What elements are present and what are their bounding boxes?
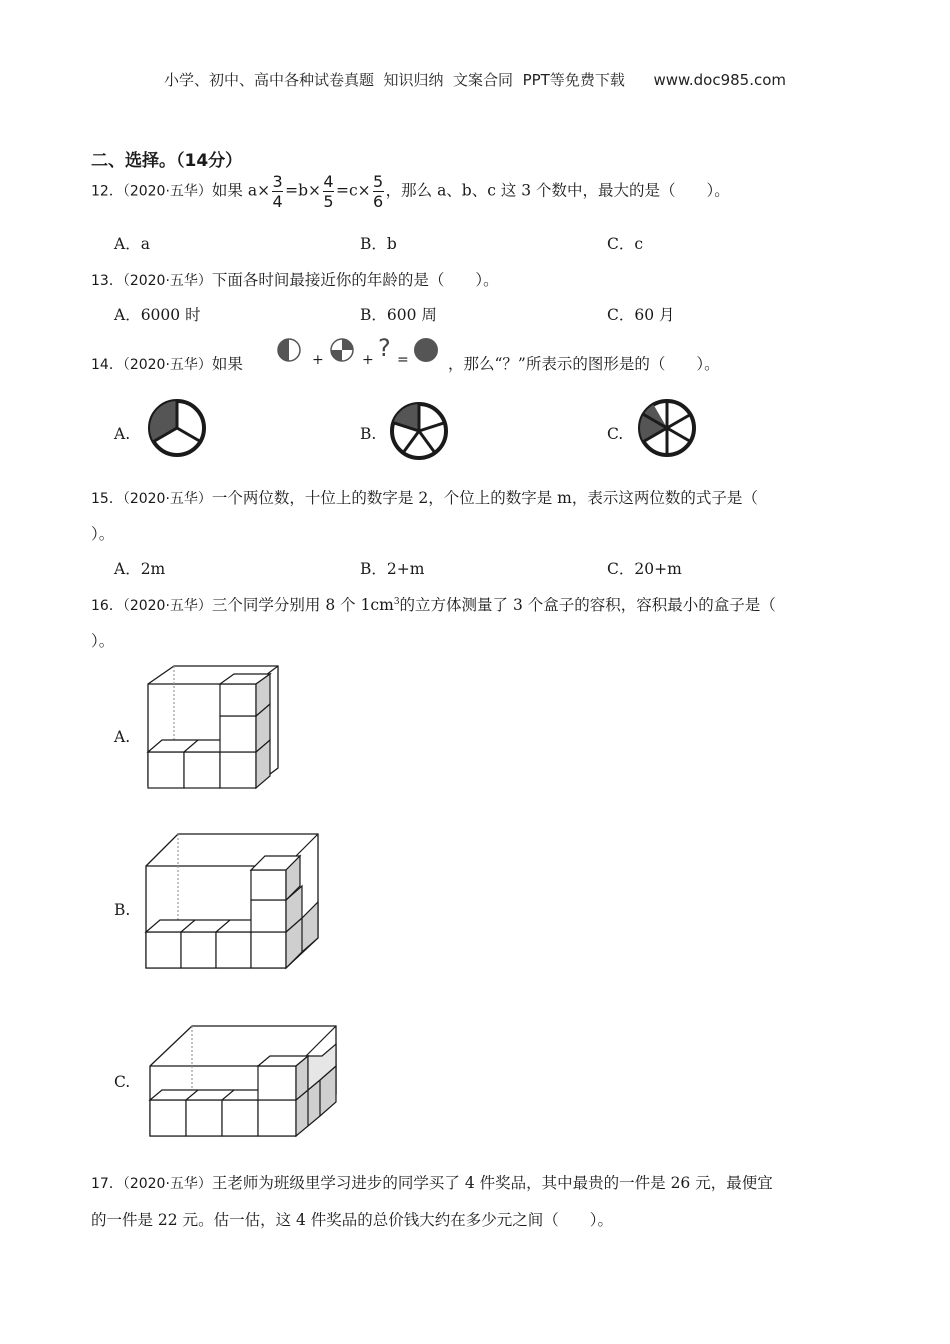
question-text: ，那么“？”所表示的图形是的（ ）。: [448, 355, 720, 373]
question-17: [91, 1171, 773, 1193]
option-b[interactable]: B.: [114, 901, 131, 919]
circle-fifths-icon[interactable]: [388, 400, 450, 462]
page-header: 小学、初中、高中各种试卷真题 知识归纳 文案合同 PPT等免费下载 www.doc985.com: [163, 71, 787, 89]
question-text-line2: ）。: [91, 632, 115, 650]
question-text: 的立方体测量了 3 个盒子的容积，容积最小的盒子是（: [399, 596, 776, 614]
question-16: [91, 593, 776, 615]
full-circle-icon: [412, 337, 440, 363]
question-text: 如果 a×: [211, 181, 271, 200]
question-source: （2020·五华）: [122, 598, 212, 614]
question-number: 15．: [91, 491, 123, 507]
question-text: 下面各时间最接近你的年龄的是（ ）。: [211, 271, 499, 289]
question-source: （2020·五华）: [122, 357, 212, 373]
question-text: =b×: [285, 181, 321, 200]
question-14: [91, 352, 243, 374]
question-text: 王老师为班级里学习进步的同学买了 4 件奖品，其中最贵的一件是 26 元，最便宜: [211, 1174, 773, 1192]
question-text: =c×: [335, 181, 371, 200]
plus-sign: +: [312, 352, 324, 368]
option-c[interactable]: C．c: [607, 235, 644, 253]
option-c[interactable]: C．60 月: [607, 306, 675, 324]
circle-sixths-icon[interactable]: [636, 398, 698, 458]
option-c[interactable]: C．20+m: [607, 560, 682, 578]
option-a[interactable]: A．2m: [114, 560, 166, 578]
question-13: [91, 268, 499, 290]
question-number: 16．: [91, 598, 123, 614]
option-b[interactable]: B.: [360, 425, 377, 443]
partial-circle-icon: [328, 337, 356, 363]
cube-box-c-image[interactable]: [146, 1022, 340, 1138]
question-text: 一个两位数，十位上的数字是 2，个位上的数字是 m，表示这两位数的式子是（: [211, 489, 758, 507]
question-text-line2: 的一件是 22 元。估一估，这 4 件奖品的总价钱大约在多少元之间（ ）。: [91, 1211, 614, 1229]
option-b[interactable]: B．2+m: [360, 560, 425, 578]
numerator: 5: [373, 172, 384, 191]
cube-box-a-image[interactable]: [142, 660, 284, 792]
fraction-5-6: [373, 172, 384, 211]
option-c[interactable]: C.: [607, 425, 624, 443]
denominator: 5: [323, 192, 334, 211]
fraction-4-5: [323, 172, 334, 211]
section-title: 二、选择。（14分）: [91, 151, 243, 171]
question-12: [91, 172, 730, 211]
question-text: 如果: [211, 355, 243, 373]
option-a[interactable]: A．6000 时: [114, 306, 201, 324]
question-mark-icon: ?: [378, 334, 391, 362]
cube-box-b-image[interactable]: [142, 830, 322, 970]
denominator: 6: [373, 192, 384, 211]
denominator: 4: [272, 192, 283, 211]
option-a[interactable]: A.: [114, 728, 131, 746]
question-source: （2020·五华）: [122, 273, 212, 289]
superscript: 3: [393, 596, 400, 607]
option-a[interactable]: A．a: [114, 235, 150, 253]
question-source: （2020·五华）: [122, 1176, 212, 1192]
numerator: 3: [272, 172, 283, 191]
option-b[interactable]: B．600 周: [360, 306, 437, 324]
option-a[interactable]: A.: [114, 425, 131, 443]
question-text: 三个同学分别用 8 个 1cm: [211, 596, 394, 614]
half-circle-icon: [276, 337, 302, 363]
equals-sign: =: [397, 352, 409, 368]
question-number: 12．: [91, 183, 123, 200]
question-text: ，那么 a、b、c 这 3 个数中，最大的是（ ）。: [385, 181, 730, 200]
fraction-3-4: [272, 172, 283, 211]
plus-sign: +: [362, 352, 374, 368]
question-text-line2: ）。: [91, 525, 115, 543]
option-c[interactable]: C.: [114, 1073, 131, 1091]
question-source: （2020·五华）: [122, 183, 212, 200]
question-number: 17．: [91, 1176, 123, 1192]
question-15: [91, 486, 758, 508]
numerator: 4: [323, 172, 334, 191]
option-b[interactable]: B．b: [360, 235, 397, 253]
question-number: 13．: [91, 273, 123, 289]
question-number: 14．: [91, 357, 123, 373]
circle-thirds-icon[interactable]: [146, 398, 208, 458]
question-source: （2020·五华）: [122, 491, 212, 507]
